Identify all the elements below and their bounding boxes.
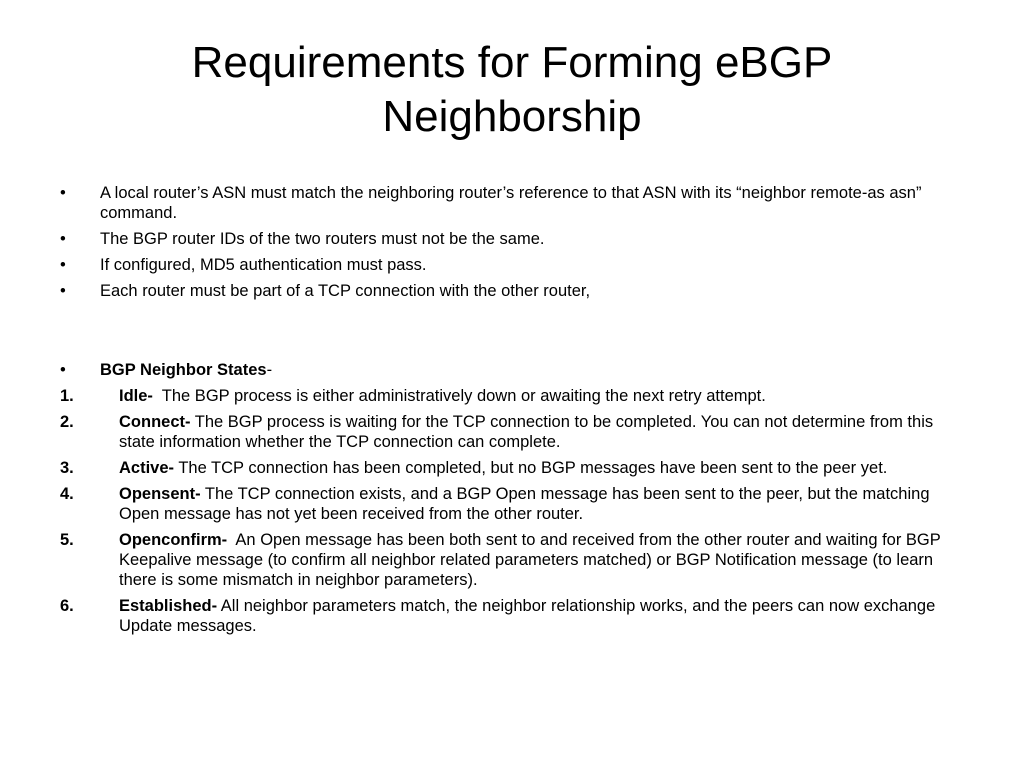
state-item-connect xyxy=(60,412,960,452)
bullet-text: The BGP router IDs of the two routers must not be the same. xyxy=(100,230,545,248)
bullet-text: If configured, MD5 authentication must pass. xyxy=(100,256,427,274)
state-item-idle xyxy=(60,386,960,406)
bullet-text: Each router must be part of a TCP connection with the other router, xyxy=(100,282,591,300)
bullet-item xyxy=(60,255,960,275)
state-name: Openconfirm- xyxy=(119,531,228,549)
states-heading-item xyxy=(60,360,960,380)
state-item-openconfirm xyxy=(60,530,960,590)
spacer xyxy=(60,307,960,360)
state-number: 3. xyxy=(60,459,74,477)
state-name: Connect- xyxy=(119,413,191,431)
bullet-marker: • xyxy=(60,361,66,379)
bullet-item xyxy=(60,229,960,249)
state-description: An Open message has been both sent to and received from the other router and waiting for BGP Keepalive message (to confirm all neighbor related parameters matched) or BGP Notification message (to learn there is some mismatch in neighbor parameters). xyxy=(119,531,946,589)
state-description: The BGP process is either administratively down or awaiting the next retry attempt. xyxy=(152,387,766,405)
states-heading-suffix: - xyxy=(266,361,273,379)
state-name: Opensent- xyxy=(119,485,201,503)
state-name: Active- xyxy=(119,459,175,477)
slide-title xyxy=(60,36,964,144)
state-name: Idle- xyxy=(119,387,153,405)
title-line-1: Requirements for Forming eBGP xyxy=(191,38,833,87)
bullet-marker: • xyxy=(60,256,66,274)
state-number: 6. xyxy=(60,597,74,615)
state-number: 5. xyxy=(60,531,74,549)
state-description: The BGP process is waiting for the TCP connection to be completed. You can not determine from this state information whether the TCP connection can complete. xyxy=(119,413,938,451)
title-line-2: Neighborship xyxy=(382,92,642,141)
bullet-marker: • xyxy=(60,282,66,300)
state-number: 2. xyxy=(60,413,74,431)
bullet-marker: • xyxy=(60,184,66,202)
state-item-active xyxy=(60,458,960,478)
state-name: Established- xyxy=(119,597,218,615)
bullet-item xyxy=(60,281,960,301)
bullet-item xyxy=(60,183,960,223)
state-number: 1. xyxy=(60,387,74,405)
state-description: All neighbor parameters match, the neighbor relationship works, and the peers can now exchange Update messages. xyxy=(119,597,940,635)
state-description: The TCP connection has been completed, but no BGP messages have been sent to the peer yet. xyxy=(174,459,888,477)
states-heading: BGP Neighbor States xyxy=(100,361,267,379)
state-item-opensent xyxy=(60,484,960,524)
state-description: The TCP connection exists, and a BGP Open message has been sent to the peer, but the matching Open message has not yet been received from the other router. xyxy=(119,485,935,523)
bullet-text: A local router’s ASN must match the neighboring router’s reference to that ASN with its “neighbor remote-as asn” command. xyxy=(100,184,922,222)
state-item-established xyxy=(60,596,960,636)
slide-body xyxy=(60,183,960,642)
state-number: 4. xyxy=(60,485,74,503)
bullet-marker: • xyxy=(60,230,66,248)
